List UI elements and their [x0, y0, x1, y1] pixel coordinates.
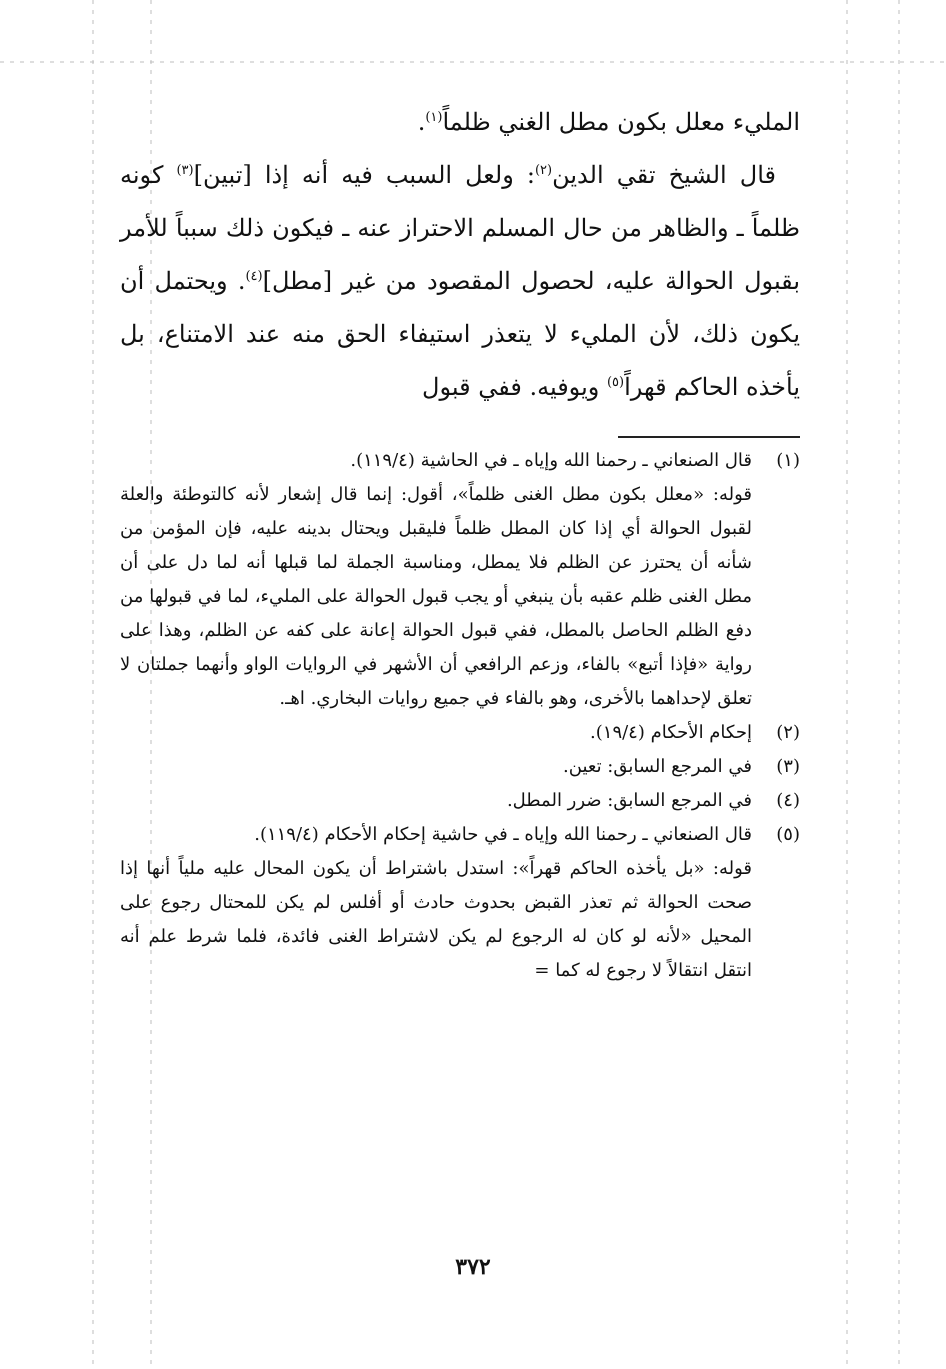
text-run: ويوفيه. ففي قبول: [422, 373, 607, 401]
main-paragraph: [120, 96, 800, 149]
footnote-marker[interactable]: (٢): [534, 163, 553, 178]
footnote: [120, 750, 800, 784]
footnote-number: (١): [776, 450, 800, 471]
text-run: : ولعل السبب فيه أنه إذا [تبين]: [193, 161, 535, 189]
footnote-text: قال الصنعاني ـ رحمنا الله وإياه ـ في الحاشية (١١٩/٤).: [350, 450, 752, 471]
footnote-body: [120, 716, 752, 750]
footnote-text: قال الصنعاني ـ رحمنا الله وإياه ـ في حاشية إحكام الأحكام (١١٩/٤).: [254, 824, 752, 845]
footnote-marker[interactable]: (١): [425, 110, 443, 125]
footnote-number: (٣): [776, 756, 800, 777]
footnote-separator: [618, 436, 800, 438]
text-run: .: [417, 108, 426, 136]
footnote-text: قوله: «معلل بكون مطل الغنى ظلماً»، أقول: إنما قال إشعار لأنه كالتوطئة والعلة لقبول الحوالة أي إذا كان المطل ظلماً فليقبل ويحتال بدينه عليه، فإن المؤمن من شأنه أن يحترز عن الظلم فلا يمطل، ومناسبة الجملة لما قبلها أنه لما دل على أن مطل الغنى ظلم عقبه بأن ينبغي أو يجب قبول الحوالة على المليء، لما في قبولها من دفع الظلم الحاصل بالمطل، ففي قبول الحوالة إعانة على كفه عن الظلم، وهذا على رواية «فإذا أتبع» بالفاء، وزعم الرافعي أن الأشهر في الروايات الواو وأنهما جملتان لا تعلق لإحداهما بالأخرى، وهو بالفاء في جميع روايات البخاري. اهـ.: [120, 484, 752, 709]
footnote-number: (٤): [776, 790, 800, 811]
footnote-text: في المرجع السابق: ضرر المطل.: [506, 790, 752, 811]
footnote-body: [120, 818, 752, 988]
footnote: [120, 818, 800, 988]
footnote-text: قوله: «بل يأخذه الحاكم قهراً»: استدل باشتراط أن يكون المحال عليه ملياً أنها إذا صحت الحوالة ثم تعذر القبض بحدوث حادث أو أفلس لم يكن للمحتال رجوع على المحيل «لأنه لو كان له الرجوع لم يكن لاشتراط الغنى فائدة، فلما شرط علم أنه انتقل انتقالاً لا رجوع له كما =: [120, 858, 752, 981]
text-run: . ويحتمل أن يكون ذلك، لأن المليء لا يتعذر استيفاء الحق منه عند الامتناع، بل يأخذه الحاكم قهراً: [120, 267, 800, 401]
footnote: [120, 784, 800, 818]
footnote-text: إحكام الأحكام (١٩/٤).: [590, 722, 752, 743]
footnote-number: (٢): [776, 722, 800, 743]
text-run: المليء معلل بكون مطل الغني ظلماً: [442, 108, 800, 136]
main-text: [120, 96, 800, 414]
footnote-text: في المرجع السابق: تعين.: [563, 756, 752, 777]
footnote: [120, 716, 800, 750]
text-run: كونه ظلماً ـ والظاهر من حال المسلم الاحتراز عنه ـ فيكون ذلك سبباً للأمر بقبول الحوالة عليه، لحصول المقصود من غير [مطل]: [120, 161, 801, 295]
footnote-body: [120, 750, 752, 784]
footnote-marker[interactable]: (٣): [176, 163, 194, 178]
page-content: [120, 96, 800, 988]
footnote-body: [120, 444, 752, 716]
main-paragraph: [120, 149, 800, 414]
page-number: ٣٧٢: [455, 1254, 491, 1280]
footnote-separator-wrap: [120, 414, 800, 444]
footnote-body: [120, 784, 752, 818]
text-run: قال الشيخ تقي الدين: [552, 161, 777, 189]
footnote-marker[interactable]: (٥): [606, 375, 625, 390]
footnote: [120, 444, 800, 716]
footnote-marker[interactable]: (٤): [245, 269, 263, 284]
footnote-number: (٥): [776, 824, 800, 845]
footnotes: [120, 444, 800, 988]
